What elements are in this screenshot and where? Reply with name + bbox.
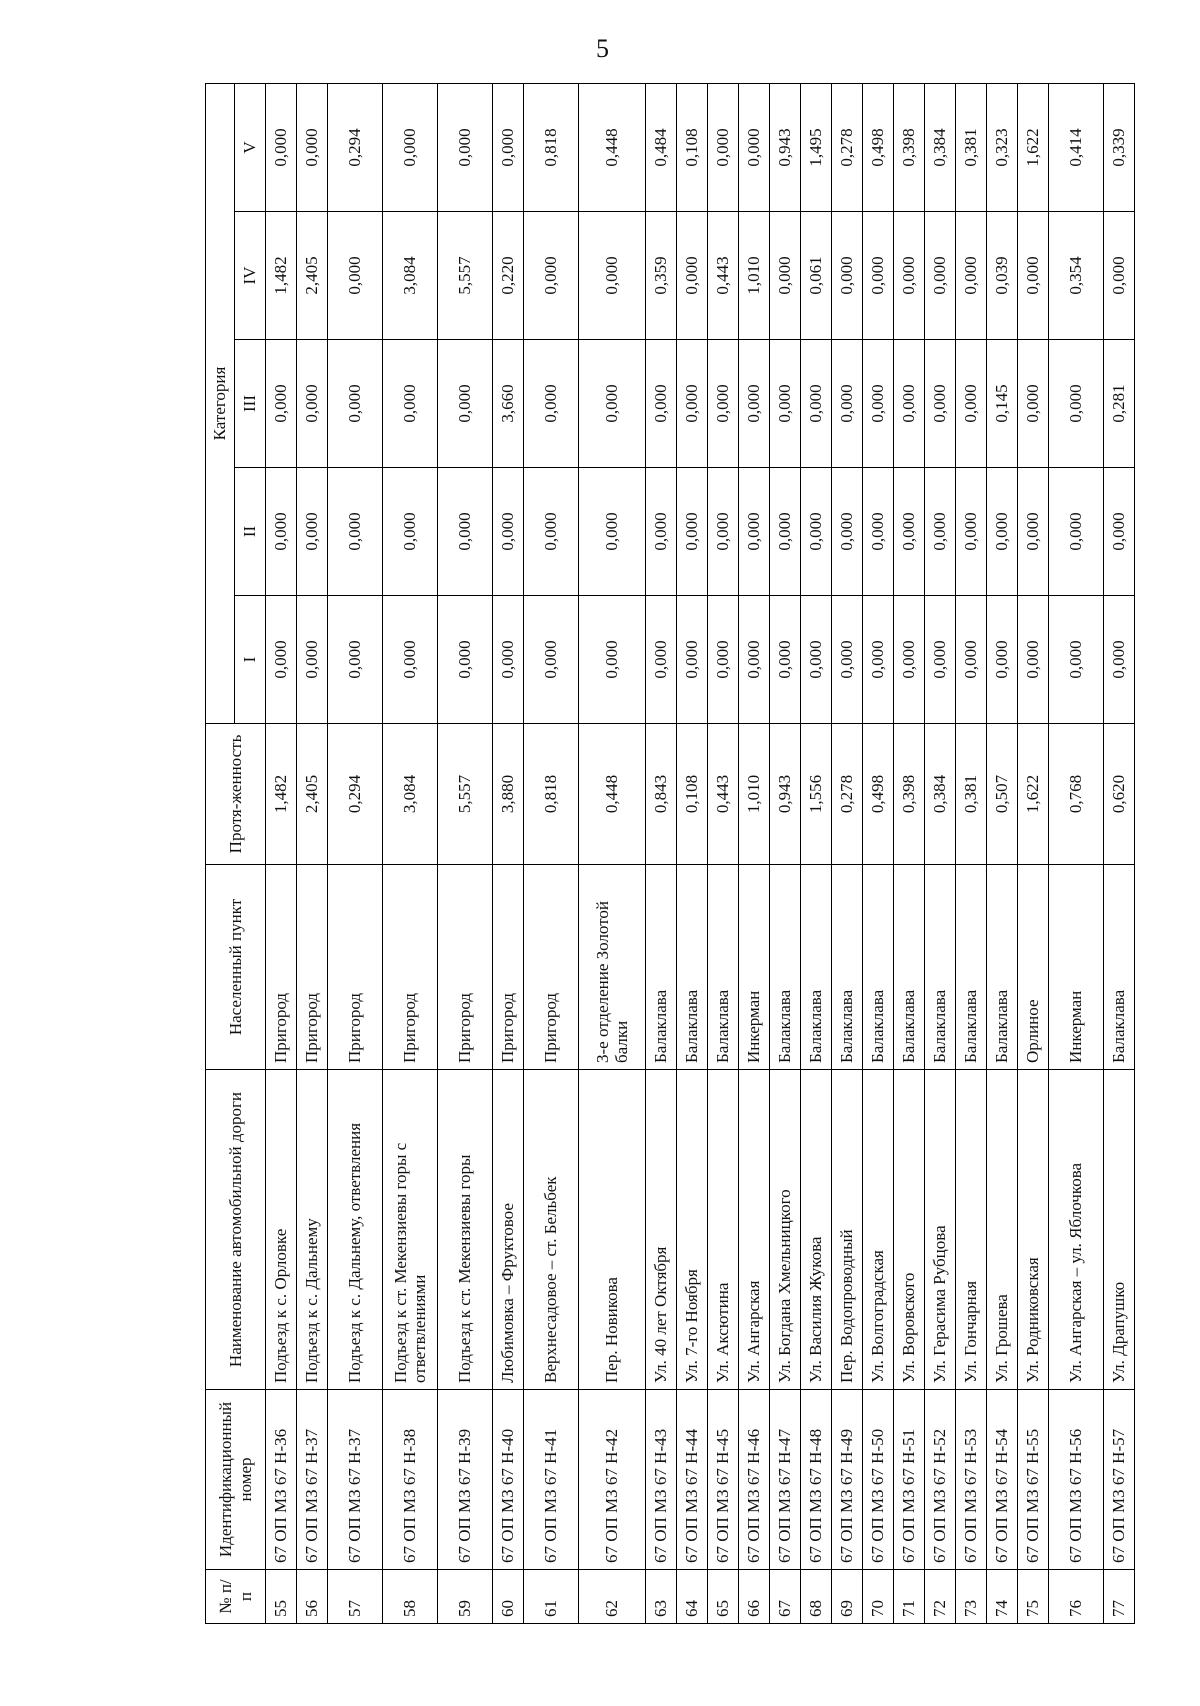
- row-name-cell: Ул. Воровского: [894, 1070, 925, 1390]
- row-place-cell: Балаклава: [894, 865, 925, 1070]
- row-category-3-cell: 0,281: [1104, 340, 1135, 468]
- row-category-3-cell: 0,000: [297, 340, 328, 468]
- row-category-1-cell: 0,000: [894, 596, 925, 724]
- row-name-cell: Ул. Ангарская – ул. Яблочкова: [1049, 1070, 1104, 1390]
- row-length-cell: 0,818: [524, 724, 579, 865]
- row-id-cell: 67 ОП МЗ 67 Н-57: [1104, 1390, 1135, 1570]
- header-id: Идентификационный номер: [206, 1390, 266, 1570]
- table-row: [894, 83, 925, 1623]
- row-name-cell: Ул. Ангарская: [739, 1070, 770, 1390]
- row-category-3-cell: 0,000: [328, 340, 383, 468]
- row-place-cell: Пригород: [438, 865, 493, 1070]
- row-category-1-cell: 0,000: [1104, 596, 1135, 724]
- header-cat-5: V: [235, 83, 266, 211]
- row-category-4-cell: 0,359: [646, 212, 677, 340]
- row-place-cell: Балаклава: [801, 865, 832, 1070]
- row-category-1-cell: 0,000: [438, 596, 493, 724]
- row-category-3-cell: 0,000: [832, 340, 863, 468]
- table-row: [266, 83, 297, 1623]
- row-id-cell: 67 ОП МЗ 67 Н-44: [677, 1390, 708, 1570]
- row-category-3-cell: 3,660: [493, 340, 524, 468]
- row-category-1-cell: 0,000: [956, 596, 987, 724]
- row-category-5-cell: 0,323: [987, 83, 1018, 211]
- row-category-2-cell: 0,000: [383, 468, 438, 596]
- row-category-1-cell: 0,000: [524, 596, 579, 724]
- row-id-cell: 67 ОП МЗ 67 Н-39: [438, 1390, 493, 1570]
- row-place-cell: 3-е отделение Золотой балки: [579, 865, 646, 1070]
- header-name: Наименование автомобильной дороги: [206, 1070, 266, 1390]
- row-name-cell: Пер. Водопроводный: [832, 1070, 863, 1390]
- row-category-1-cell: 0,000: [987, 596, 1018, 724]
- roads-table: [205, 83, 1135, 1624]
- row-name-cell: Ул. Гончарная: [956, 1070, 987, 1390]
- row-name-cell: Подъезд к с. Дальнему, ответвления: [328, 1070, 383, 1390]
- row-place-cell: Пригород: [524, 865, 579, 1070]
- row-category-2-cell: 0,000: [987, 468, 1018, 596]
- row-length-cell: 1,482: [266, 724, 297, 865]
- row-category-1-cell: 0,000: [297, 596, 328, 724]
- row-name-cell: Ул. Грошева: [987, 1070, 1018, 1390]
- row-category-5-cell: 0,000: [708, 83, 739, 211]
- row-category-2-cell: 0,000: [677, 468, 708, 596]
- row-category-4-cell: 0,000: [863, 212, 894, 340]
- row-category-4-cell: 1,010: [739, 212, 770, 340]
- row-num-cell: 71: [894, 1570, 925, 1624]
- row-num-cell: 77: [1104, 1570, 1135, 1624]
- table-row: [739, 83, 770, 1623]
- row-category-2-cell: 0,000: [832, 468, 863, 596]
- row-category-2-cell: 0,000: [770, 468, 801, 596]
- row-num-cell: 69: [832, 1570, 863, 1624]
- row-category-1-cell: 0,000: [1018, 596, 1049, 724]
- row-id-cell: 67 ОП МЗ 67 Н-37: [297, 1390, 328, 1570]
- row-id-cell: 67 ОП МЗ 67 Н-56: [1049, 1390, 1104, 1570]
- row-length-cell: 0,384: [925, 724, 956, 865]
- row-place-cell: Пригород: [328, 865, 383, 1070]
- row-id-cell: 67 ОП МЗ 67 Н-40: [493, 1390, 524, 1570]
- row-category-1-cell: 0,000: [383, 596, 438, 724]
- row-category-4-cell: 5,557: [438, 212, 493, 340]
- row-category-2-cell: 0,000: [1018, 468, 1049, 596]
- header-length: Протя-женность: [206, 724, 266, 865]
- row-name-cell: Подъезд к с. Орловке: [266, 1070, 297, 1390]
- row-length-cell: 1,556: [801, 724, 832, 865]
- row-place-cell: Балаклава: [708, 865, 739, 1070]
- row-category-3-cell: 0,000: [863, 340, 894, 468]
- row-id-cell: 67 ОП МЗ 67 Н-54: [987, 1390, 1018, 1570]
- row-id-cell: 67 ОП МЗ 67 Н-43: [646, 1390, 677, 1570]
- row-category-1-cell: 0,000: [863, 596, 894, 724]
- table-row: [297, 83, 328, 1623]
- row-length-cell: 0,768: [1049, 724, 1104, 865]
- row-num-cell: 55: [266, 1570, 297, 1624]
- row-num-cell: 65: [708, 1570, 739, 1624]
- row-id-cell: 67 ОП МЗ 67 Н-37: [328, 1390, 383, 1570]
- header-cat-2: II: [235, 468, 266, 596]
- row-id-cell: 67 ОП МЗ 67 Н-36: [266, 1390, 297, 1570]
- row-name-cell: Ул. Аксютина: [708, 1070, 739, 1390]
- row-category-3-cell: 0,000: [1049, 340, 1104, 468]
- row-category-5-cell: 0,818: [524, 83, 579, 211]
- row-category-4-cell: 0,000: [956, 212, 987, 340]
- row-category-3-cell: 0,000: [383, 340, 438, 468]
- row-category-4-cell: 0,000: [579, 212, 646, 340]
- row-id-cell: 67 ОП МЗ 67 Н-48: [801, 1390, 832, 1570]
- row-category-3-cell: 0,000: [708, 340, 739, 468]
- row-place-cell: Орлиное: [1018, 865, 1049, 1070]
- table-row: [677, 83, 708, 1623]
- row-category-4-cell: 0,000: [925, 212, 956, 340]
- row-category-2-cell: 0,000: [493, 468, 524, 596]
- row-category-3-cell: 0,000: [925, 340, 956, 468]
- row-category-4-cell: 0,000: [677, 212, 708, 340]
- row-category-1-cell: 0,000: [328, 596, 383, 724]
- row-name-cell: Ул. Богдана Хмельницкого: [770, 1070, 801, 1390]
- header-cat-4: IV: [235, 212, 266, 340]
- row-num-cell: 58: [383, 1570, 438, 1624]
- row-length-cell: 0,507: [987, 724, 1018, 865]
- row-category-5-cell: 0,000: [266, 83, 297, 211]
- row-category-1-cell: 0,000: [677, 596, 708, 724]
- row-category-5-cell: 0,000: [438, 83, 493, 211]
- row-place-cell: Балаклава: [987, 865, 1018, 1070]
- row-category-5-cell: 0,448: [579, 83, 646, 211]
- row-category-2-cell: 0,000: [956, 468, 987, 596]
- row-category-5-cell: 0,000: [493, 83, 524, 211]
- row-num-cell: 59: [438, 1570, 493, 1624]
- table-row: [832, 83, 863, 1623]
- row-place-cell: Балаклава: [832, 865, 863, 1070]
- row-category-2-cell: 0,000: [925, 468, 956, 596]
- row-id-cell: 67 ОП МЗ 67 Н-52: [925, 1390, 956, 1570]
- row-length-cell: 0,294: [328, 724, 383, 865]
- row-category-2-cell: 0,000: [579, 468, 646, 596]
- table-row: [1049, 83, 1104, 1623]
- row-length-cell: 0,398: [894, 724, 925, 865]
- header-num: № п/п: [206, 1570, 266, 1624]
- row-place-cell: Пригород: [266, 865, 297, 1070]
- row-category-3-cell: 0,000: [956, 340, 987, 468]
- row-name-cell: Ул. Волгоградская: [863, 1070, 894, 1390]
- table-row: [863, 83, 894, 1623]
- row-length-cell: 0,443: [708, 724, 739, 865]
- row-category-5-cell: 0,108: [677, 83, 708, 211]
- row-category-1-cell: 0,000: [832, 596, 863, 724]
- row-length-cell: 3,880: [493, 724, 524, 865]
- header-place: Населенный пункт: [206, 865, 266, 1070]
- row-id-cell: 67 ОП МЗ 67 Н-53: [956, 1390, 987, 1570]
- table-row: [801, 83, 832, 1623]
- row-category-4-cell: 0,061: [801, 212, 832, 340]
- row-name-cell: Ул. Герасима Рубцова: [925, 1070, 956, 1390]
- row-category-2-cell: 0,000: [801, 468, 832, 596]
- page-number: 5: [596, 34, 609, 63]
- row-place-cell: Балаклава: [646, 865, 677, 1070]
- row-id-cell: 67 ОП МЗ 67 Н-47: [770, 1390, 801, 1570]
- row-name-cell: Подъезд к с. Дальнему: [297, 1070, 328, 1390]
- row-num-cell: 61: [524, 1570, 579, 1624]
- row-name-cell: Ул. 40 лет Октября: [646, 1070, 677, 1390]
- row-category-1-cell: 0,000: [646, 596, 677, 724]
- row-num-cell: 62: [579, 1570, 646, 1624]
- row-category-3-cell: 0,000: [524, 340, 579, 468]
- row-category-3-cell: 0,000: [1018, 340, 1049, 468]
- row-name-cell: Ул. 7-го Ноября: [677, 1070, 708, 1390]
- row-category-5-cell: 0,000: [739, 83, 770, 211]
- row-category-2-cell: 0,000: [328, 468, 383, 596]
- row-num-cell: 64: [677, 1570, 708, 1624]
- row-id-cell: 67 ОП МЗ 67 Н-45: [708, 1390, 739, 1570]
- row-place-cell: Инкерман: [1049, 865, 1104, 1070]
- row-category-4-cell: 0,000: [1018, 212, 1049, 340]
- row-category-4-cell: 2,405: [297, 212, 328, 340]
- row-name-cell: Любимовка – Фруктовое: [493, 1070, 524, 1390]
- row-category-3-cell: 0,000: [770, 340, 801, 468]
- row-category-2-cell: 0,000: [708, 468, 739, 596]
- table-row: [1018, 83, 1049, 1623]
- row-name-cell: Верхнесадовое – ст. Бельбек: [524, 1070, 579, 1390]
- row-name-cell: Пер. Новикова: [579, 1070, 646, 1390]
- row-num-cell: 72: [925, 1570, 956, 1624]
- row-id-cell: 67 ОП МЗ 67 Н-55: [1018, 1390, 1049, 1570]
- row-category-2-cell: 0,000: [297, 468, 328, 596]
- row-category-4-cell: 0,220: [493, 212, 524, 340]
- row-length-cell: 0,843: [646, 724, 677, 865]
- row-category-2-cell: 0,000: [1104, 468, 1135, 596]
- row-category-5-cell: 0,339: [1104, 83, 1135, 211]
- row-category-1-cell: 0,000: [266, 596, 297, 724]
- header-cat-3: III: [235, 340, 266, 468]
- row-length-cell: 0,943: [770, 724, 801, 865]
- row-length-cell: 0,498: [863, 724, 894, 865]
- row-category-5-cell: 0,484: [646, 83, 677, 211]
- row-category-1-cell: 0,000: [1049, 596, 1104, 724]
- row-id-cell: 67 ОП МЗ 67 Н-41: [524, 1390, 579, 1570]
- header-category: Категория: [206, 83, 235, 723]
- row-length-cell: 2,405: [297, 724, 328, 865]
- row-num-cell: 68: [801, 1570, 832, 1624]
- table-row: [493, 83, 524, 1623]
- row-num-cell: 74: [987, 1570, 1018, 1624]
- row-place-cell: Балаклава: [956, 865, 987, 1070]
- row-category-1-cell: 0,000: [708, 596, 739, 724]
- row-num-cell: 70: [863, 1570, 894, 1624]
- table-row: [646, 83, 677, 1623]
- row-category-4-cell: 0,000: [1104, 212, 1135, 340]
- row-category-5-cell: 0,943: [770, 83, 801, 211]
- row-category-2-cell: 0,000: [438, 468, 493, 596]
- row-category-4-cell: 0,443: [708, 212, 739, 340]
- header-cat-1: I: [235, 596, 266, 724]
- row-place-cell: Пригород: [493, 865, 524, 1070]
- row-length-cell: 0,108: [677, 724, 708, 865]
- row-num-cell: 60: [493, 1570, 524, 1624]
- row-category-2-cell: 0,000: [894, 468, 925, 596]
- row-category-4-cell: 0,039: [987, 212, 1018, 340]
- row-num-cell: 67: [770, 1570, 801, 1624]
- row-category-1-cell: 0,000: [925, 596, 956, 724]
- row-name-cell: Ул. Родниковская: [1018, 1070, 1049, 1390]
- table-row: [524, 83, 579, 1623]
- row-length-cell: 0,278: [832, 724, 863, 865]
- row-place-cell: Балаклава: [1104, 865, 1135, 1070]
- row-category-5-cell: 0,498: [863, 83, 894, 211]
- table-row: [925, 83, 956, 1623]
- row-category-3-cell: 0,000: [438, 340, 493, 468]
- row-id-cell: 67 ОП МЗ 67 Н-50: [863, 1390, 894, 1570]
- row-place-cell: Балаклава: [863, 865, 894, 1070]
- row-category-1-cell: 0,000: [579, 596, 646, 724]
- row-category-4-cell: 0,354: [1049, 212, 1104, 340]
- row-category-5-cell: 0,000: [383, 83, 438, 211]
- row-category-4-cell: 0,000: [524, 212, 579, 340]
- row-category-3-cell: 0,000: [266, 340, 297, 468]
- row-num-cell: 57: [328, 1570, 383, 1624]
- row-num-cell: 63: [646, 1570, 677, 1624]
- row-place-cell: Инкерман: [739, 865, 770, 1070]
- row-length-cell: 1,010: [739, 724, 770, 865]
- row-category-5-cell: 0,384: [925, 83, 956, 211]
- row-place-cell: Балаклава: [925, 865, 956, 1070]
- table-row: [328, 83, 383, 1623]
- row-category-3-cell: 0,000: [739, 340, 770, 468]
- row-category-5-cell: 1,495: [801, 83, 832, 211]
- row-category-5-cell: 0,278: [832, 83, 863, 211]
- row-place-cell: Балаклава: [770, 865, 801, 1070]
- row-category-3-cell: 0,145: [987, 340, 1018, 468]
- row-category-5-cell: 0,294: [328, 83, 383, 211]
- row-num-cell: 66: [739, 1570, 770, 1624]
- table-row: [956, 83, 987, 1623]
- row-category-4-cell: 1,482: [266, 212, 297, 340]
- row-length-cell: 3,084: [383, 724, 438, 865]
- row-place-cell: Балаклава: [677, 865, 708, 1070]
- row-name-cell: Ул. Василия Жукова: [801, 1070, 832, 1390]
- row-category-2-cell: 0,000: [266, 468, 297, 596]
- row-place-cell: Пригород: [383, 865, 438, 1070]
- row-category-4-cell: 3,084: [383, 212, 438, 340]
- row-category-1-cell: 0,000: [493, 596, 524, 724]
- row-category-4-cell: 0,000: [328, 212, 383, 340]
- table-row: [438, 83, 493, 1623]
- row-category-5-cell: 0,381: [956, 83, 987, 211]
- row-category-4-cell: 0,000: [832, 212, 863, 340]
- row-category-5-cell: 0,398: [894, 83, 925, 211]
- row-num-cell: 75: [1018, 1570, 1049, 1624]
- table-row: [579, 83, 646, 1623]
- row-category-5-cell: 1,622: [1018, 83, 1049, 211]
- row-category-2-cell: 0,000: [863, 468, 894, 596]
- row-category-4-cell: 0,000: [770, 212, 801, 340]
- table-row: [708, 83, 739, 1623]
- row-category-1-cell: 0,000: [770, 596, 801, 724]
- row-name-cell: Подъезд к ст. Мекензиевы горы с ответвлениями: [383, 1070, 438, 1390]
- row-id-cell: 67 ОП МЗ 67 Н-51: [894, 1390, 925, 1570]
- row-length-cell: 0,620: [1104, 724, 1135, 865]
- row-length-cell: 1,622: [1018, 724, 1049, 865]
- row-category-1-cell: 0,000: [739, 596, 770, 724]
- row-category-2-cell: 0,000: [739, 468, 770, 596]
- row-name-cell: Ул. Драпушко: [1104, 1070, 1135, 1390]
- row-category-4-cell: 0,000: [894, 212, 925, 340]
- row-category-2-cell: 0,000: [646, 468, 677, 596]
- row-num-cell: 73: [956, 1570, 987, 1624]
- row-length-cell: 0,448: [579, 724, 646, 865]
- table-body: [266, 83, 1135, 1623]
- table-row: [770, 83, 801, 1623]
- row-name-cell: Подъезд к ст. Мекензиевы горы: [438, 1070, 493, 1390]
- row-id-cell: 67 ОП МЗ 67 Н-46: [739, 1390, 770, 1570]
- row-category-5-cell: 0,414: [1049, 83, 1104, 211]
- row-id-cell: 67 ОП МЗ 67 Н-42: [579, 1390, 646, 1570]
- row-num-cell: 56: [297, 1570, 328, 1624]
- row-length-cell: 5,557: [438, 724, 493, 865]
- row-length-cell: 0,381: [956, 724, 987, 865]
- row-category-3-cell: 0,000: [801, 340, 832, 468]
- row-num-cell: 76: [1049, 1570, 1104, 1624]
- row-place-cell: Пригород: [297, 865, 328, 1070]
- row-category-2-cell: 0,000: [1049, 468, 1104, 596]
- row-category-1-cell: 0,000: [801, 596, 832, 724]
- row-id-cell: 67 ОП МЗ 67 Н-49: [832, 1390, 863, 1570]
- table-row: [383, 83, 438, 1623]
- row-category-3-cell: 0,000: [677, 340, 708, 468]
- row-category-3-cell: 0,000: [894, 340, 925, 468]
- row-category-3-cell: 0,000: [579, 340, 646, 468]
- row-category-2-cell: 0,000: [524, 468, 579, 596]
- row-category-5-cell: 0,000: [297, 83, 328, 211]
- table-row: [987, 83, 1018, 1623]
- row-id-cell: 67 ОП МЗ 67 Н-38: [383, 1390, 438, 1570]
- row-category-3-cell: 0,000: [646, 340, 677, 468]
- table-row: [1104, 83, 1135, 1623]
- rotated-table-container: [205, 84, 1129, 1624]
